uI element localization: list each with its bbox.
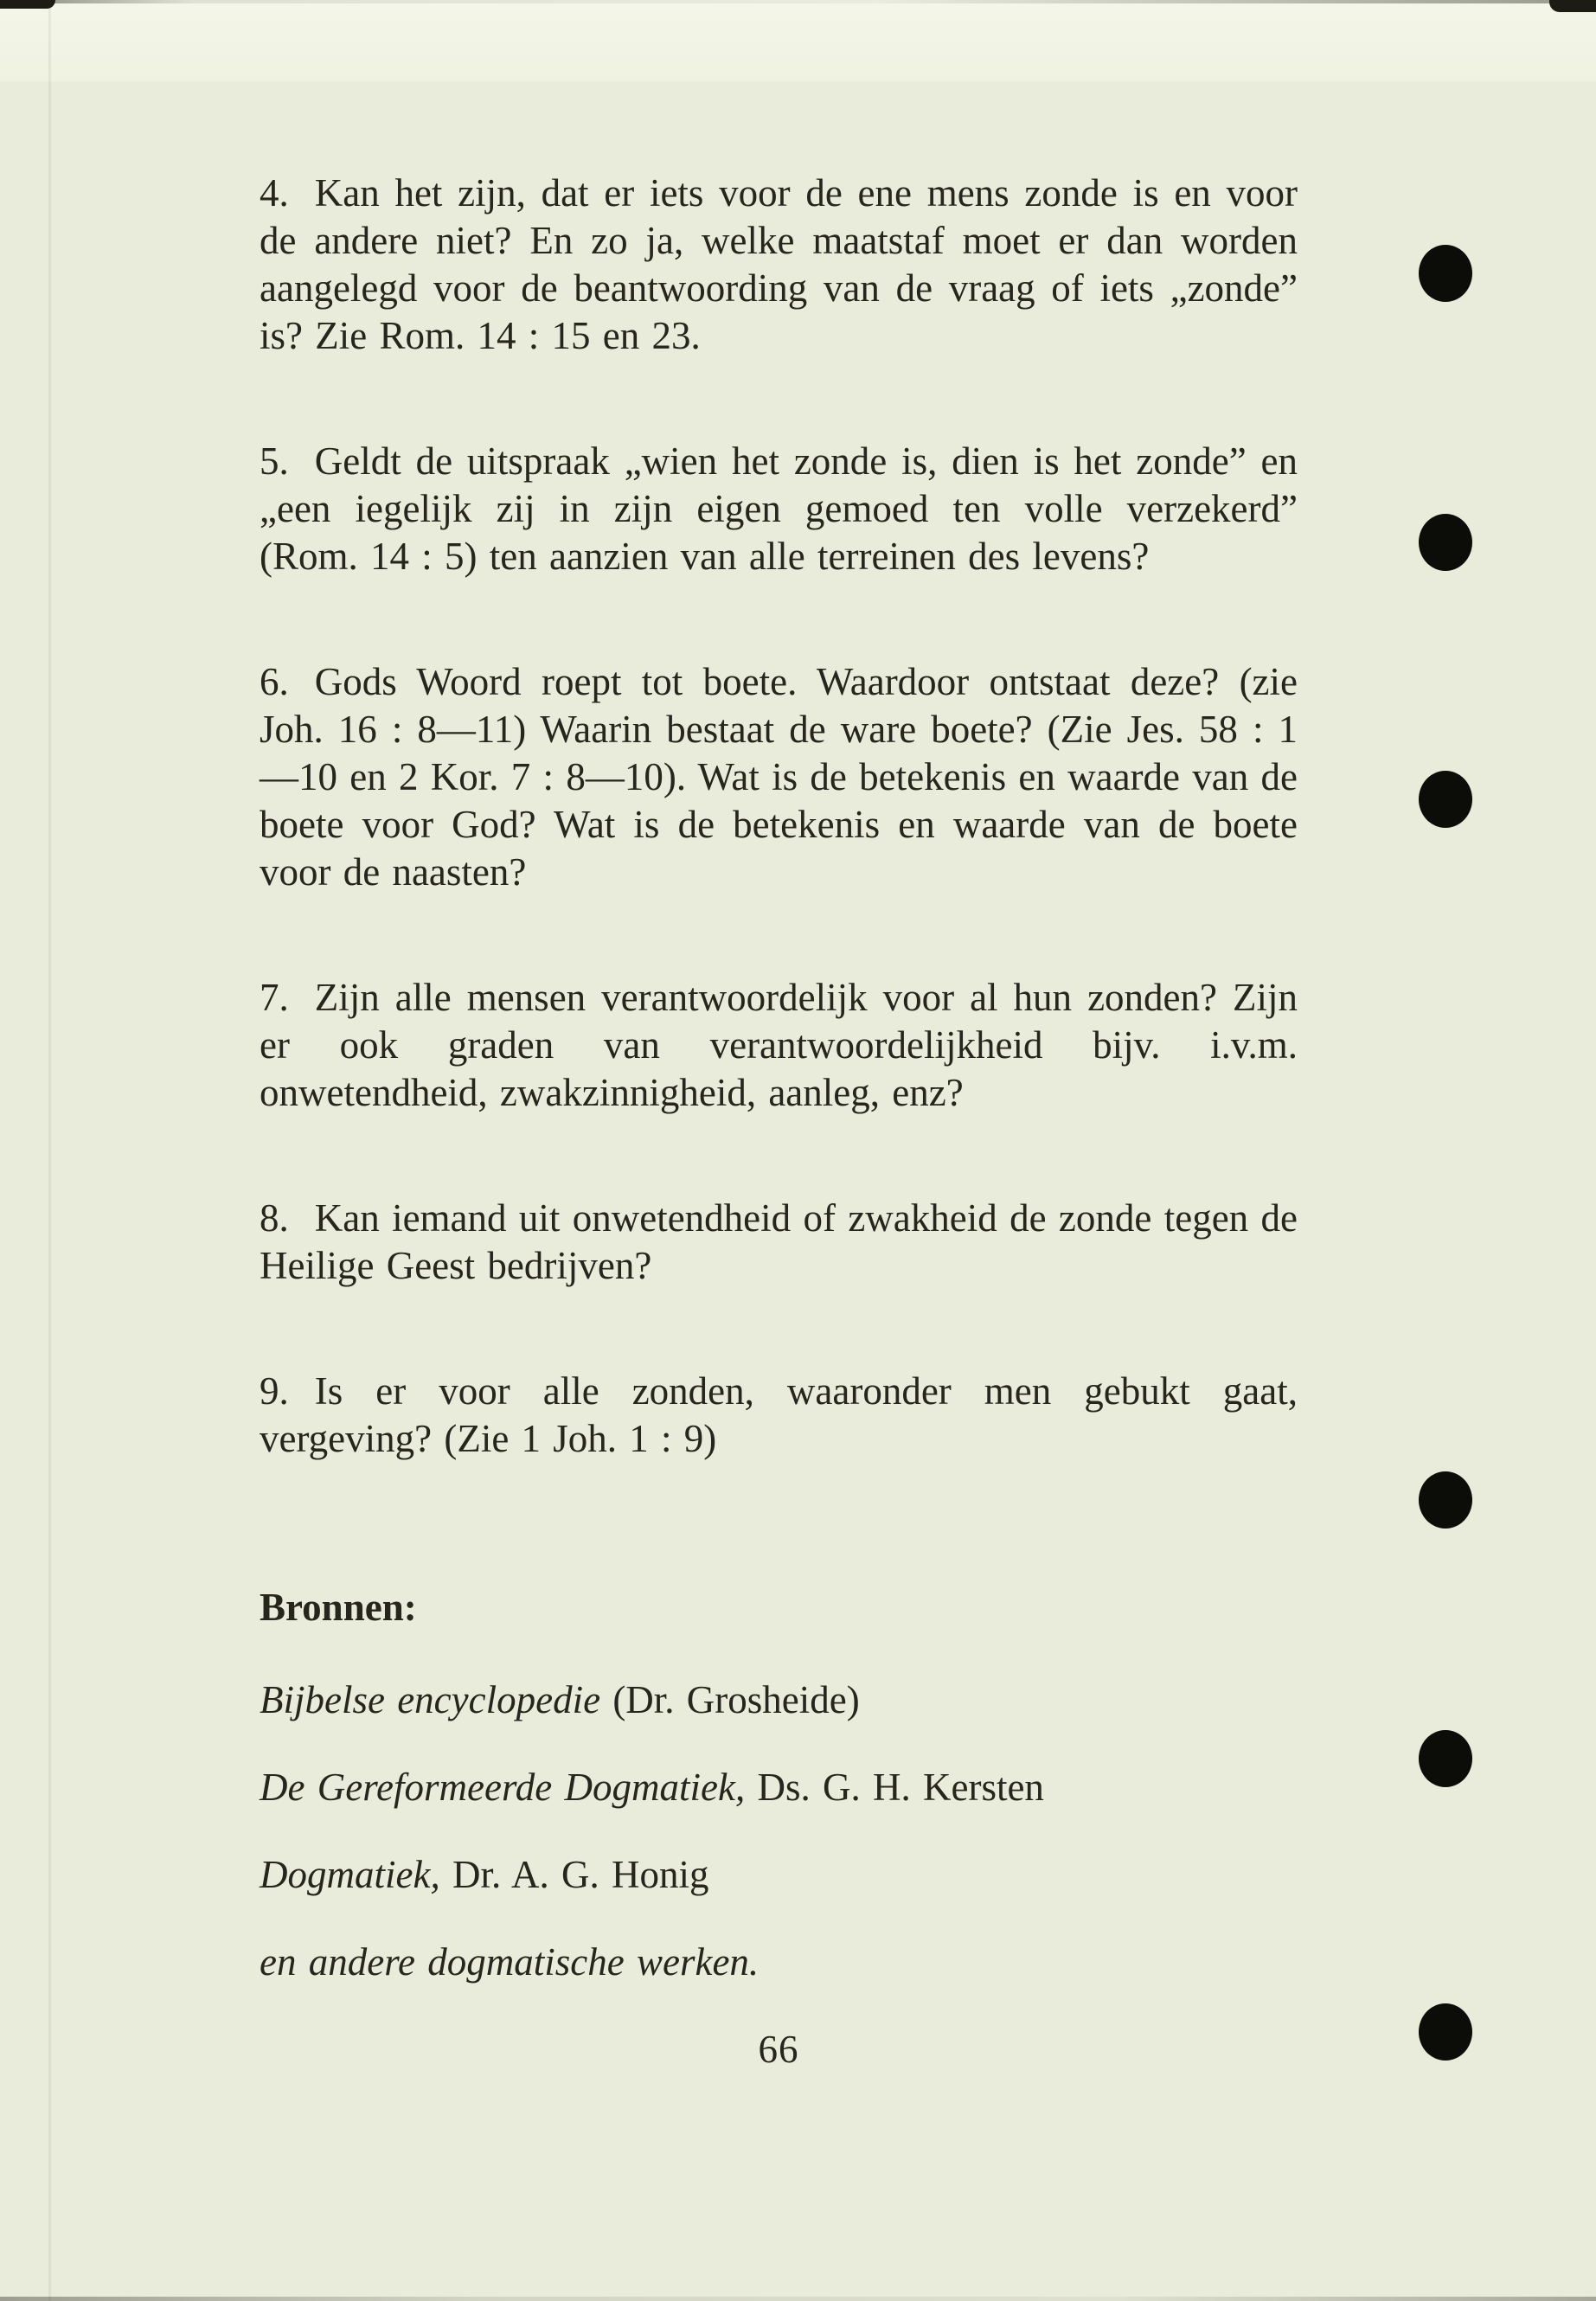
punch-hole [1419, 771, 1472, 828]
question-5 [260, 438, 1298, 580]
question-text: Is er voor alle zonden, waaronder men gebukt gaat, vergeving? (Zie 1 Joh. 1 : 9) [260, 1369, 1298, 1460]
question-text: Gods Woord roept tot boete. Waardoor ontstaat deze? (zie Joh. 16 : 8—11) Waarin bestaat de ware boete? (Zie Jes. 58 : 1—10 en 2 Kor. 7 : 8—10). Wat is de betekenis en waarde van de boete voor God? Wat is de betekenis en waarde van de boete voor de naasten? [260, 660, 1298, 894]
source-title: Dogmatiek, [260, 1853, 440, 1896]
question-8 [260, 1195, 1298, 1290]
scan-bottom-edge-line [0, 2297, 1596, 2301]
source-title: en andere dogmatische werken. [260, 1940, 760, 1984]
source-author: Dr. A. G. Honig [452, 1853, 709, 1896]
scan-corner-mark-right [1549, 0, 1596, 12]
source-item [260, 1851, 1298, 1899]
source-title: Bijbelse encyclopedie [260, 1678, 601, 1721]
question-7 [260, 974, 1298, 1117]
source-title: De Gereformeerde Dogmatiek, [260, 1766, 746, 1809]
scan-corner-mark-left [0, 0, 55, 9]
sources-heading: Bronnen: [260, 1586, 417, 1629]
question-number: 5. [260, 439, 289, 483]
source-author: (Dr. Grosheide) [612, 1678, 860, 1721]
question-text: Zijn alle mensen verantwoordelijk voor al hun zonden? Zijn er ook graden van verantwoordelijkheid bijv. i.v.m. onwetendheid, zwakzinnigheid, aanleg, enz? [260, 976, 1298, 1114]
page-number: 66 [758, 2028, 799, 2071]
punch-hole [1419, 514, 1472, 571]
question-text: Kan iemand uit onwetendheid of zwakheid de zonde tegen de Heilige Geest bedrijven? [260, 1196, 1298, 1287]
question-number: 7. [260, 976, 289, 1019]
page-content [260, 170, 1298, 2073]
punch-hole [1419, 1730, 1472, 1787]
question-text: Kan het zijn, dat er iets voor de ene mens zonde is en voor de andere niet? En zo ja, welke maatstaf moet er dan worden aangelegd voor de beantwoording van de vraag of iets „zonde” is? Zie Rom. 14 : 15 en 23. [260, 171, 1298, 357]
source-item [260, 1764, 1298, 1811]
punch-hole [1419, 245, 1472, 302]
source-item [260, 1676, 1298, 1724]
question-text: Geldt de uitspraak „wien het zonde is, dien is het zonde” en „een iegelijk zij in zijn eigen gemoed ten volle verzekerd” (Rom. 14 : 5) ten aanzien van alle terreinen des levens? [260, 439, 1298, 578]
scan-top-edge-line [0, 0, 1596, 3]
question-6 [260, 658, 1298, 896]
punch-hole [1419, 2003, 1472, 2061]
question-number: 9. [260, 1369, 289, 1413]
punch-hole [1419, 1471, 1472, 1529]
source-item [260, 1939, 1298, 1986]
question-number: 8. [260, 1196, 289, 1240]
question-number: 4. [260, 171, 289, 215]
source-author: Ds. G. H. Kersten [757, 1766, 1044, 1809]
scan-left-crease [48, 0, 51, 2301]
question-number: 6. [260, 660, 289, 703]
question-9 [260, 1368, 1298, 1463]
scan-top-edge-band [0, 0, 1596, 81]
question-4 [260, 170, 1298, 360]
